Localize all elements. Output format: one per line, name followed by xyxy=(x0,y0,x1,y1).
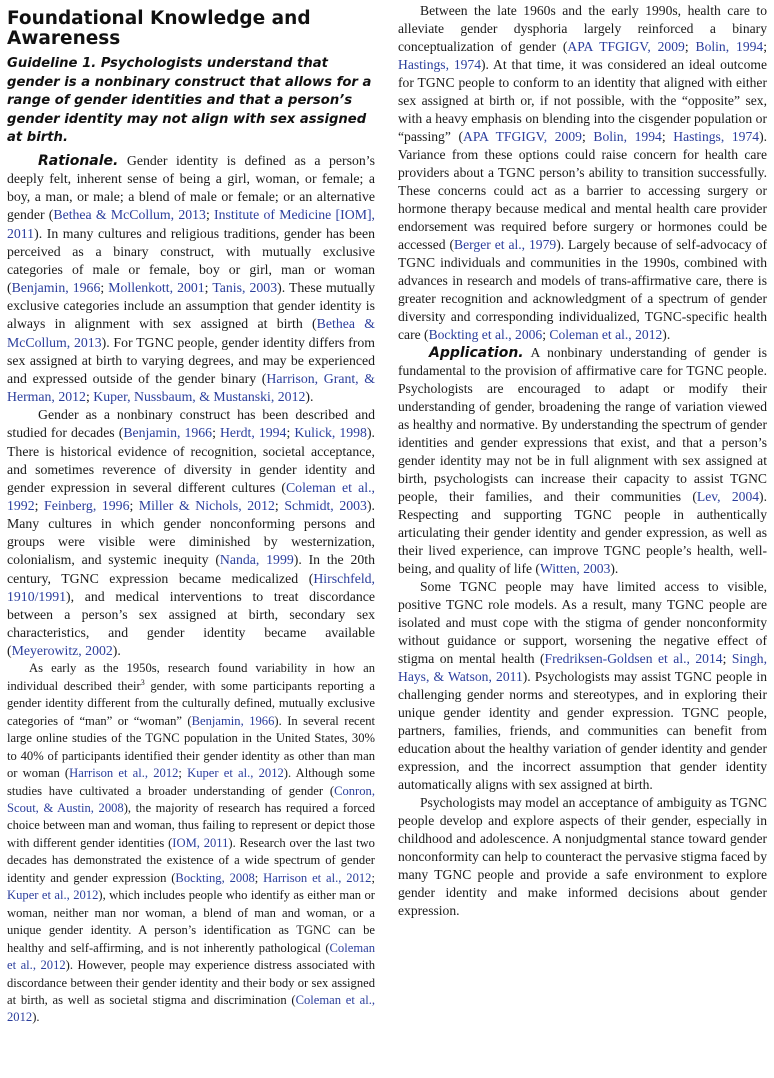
body-text: ; xyxy=(542,327,550,342)
body-text: ; xyxy=(763,39,767,54)
citation-link[interactable]: Coleman et al., 2012 xyxy=(7,992,375,1025)
body-text: ). There is historical evidence of recognition, societal acceptance, and sometimes reverence of diversity in gender identity and gender expression in several different cultures ( xyxy=(7,425,375,495)
body-text: A nonbinary understanding of gender is fundamental to the provision of affirmative care for TGNC people. Psychologists are encouraged to adapt or modify their understanding of gender, broadening the range of variation viewed as healthy and normative. By understanding the spectrum of gender identities and gender expressions that exist, and that a person’s gender identity may not be in full alignment with sex assigned at birth, psychologists can increase their capacity to assist TGNC people, their families, and their communities ( xyxy=(398,345,767,504)
body-text: ; xyxy=(129,497,139,513)
body-text: ; xyxy=(204,280,213,296)
application-heading: Application. xyxy=(429,345,524,361)
body-text: ). However, people may experience distress associated with discordance between their gender identity and their body or sex assigned at birth, as well as societal stigma and discrimination ( xyxy=(7,958,376,1007)
citation-link[interactable]: Hastings, 1974 xyxy=(398,57,482,72)
citation-link[interactable]: Bethea & McCollum, 2013 xyxy=(53,207,206,223)
citation-link[interactable]: Fredriksen-Goldsen et al., 2014 xyxy=(544,651,723,666)
rationale-heading: Rationale. xyxy=(38,153,119,169)
application-paragraph xyxy=(398,344,767,578)
body-text: ; xyxy=(684,39,696,54)
citation-link[interactable]: Witten, 2003 xyxy=(539,561,611,576)
citation-link[interactable]: Miller & Nichols, 2012 xyxy=(138,497,275,513)
body-text: ). In the 20th century, TGNC expression became medicalized ( xyxy=(7,552,375,586)
body-text: ). Research over the last two decades has demonstrated the existence of a wide spectrum of gender identity and gender expression ( xyxy=(7,835,375,885)
research-paragraph xyxy=(7,660,375,1027)
body-text: ). xyxy=(32,1010,40,1025)
citation-link[interactable]: Kuper et al., 2012 xyxy=(187,766,284,781)
guideline-statement: Guideline 1. Psychologists understand that gender is a nonbinary construct that allows for a range of gender identities and that a person’s gender identity may not align with sex assigned at birth. xyxy=(7,56,372,145)
body-text: Gender identity is defined as a person’s deeply felt, inherent sense of being a girl, woman, or female; a boy, a man, or male; a blend of male or female; or an alternative gender ( xyxy=(7,153,375,223)
citation-link[interactable]: Tanis, 2003 xyxy=(212,280,278,296)
body-text: ; xyxy=(100,280,109,296)
citation-link[interactable]: Nanda, 1999 xyxy=(219,552,294,568)
rationale-paragraph xyxy=(7,152,375,406)
citation-link[interactable]: IOM, 2011 xyxy=(172,835,229,850)
body-text: ; xyxy=(178,766,188,781)
citation-link[interactable]: Kuper et al., 2012 xyxy=(7,888,99,903)
right-column xyxy=(398,2,767,920)
citation-link[interactable]: Benjamin, 1966 xyxy=(123,425,213,441)
citation-link[interactable]: Hastings, 1974 xyxy=(673,129,760,144)
citation-link[interactable]: Berger et al., 1979 xyxy=(454,237,557,252)
body-text: ; xyxy=(85,389,94,405)
citation-link[interactable]: Institute of Medicine [IOM], 2011 xyxy=(7,207,376,241)
body-text: ; xyxy=(205,207,215,223)
body-text: ). For TGNC people, gender identity differs from sex assigned at birth to varying degrees, and may be experienced and expressed outside of the gender binary ( xyxy=(7,334,376,386)
citation-link[interactable]: Bolin, 1994 xyxy=(593,129,662,144)
body-text: ). Respecting and supporting TGNC people in authentically articulating their gender identity and gender expression, as well as their lived experience, can improve TGNC people’s health, well-being, and quality of life ( xyxy=(398,489,767,576)
body-text: ). Variance from these options could raise concern for health care providers about a TGNC person’s ability to transition successfully. These concerns could act as a barrier to accessing surgery or hormone therapy because medical and mental health care provider endorsement was required before surgery or hormones could be accessed ( xyxy=(398,129,767,252)
ambiguity-paragraph xyxy=(398,794,767,920)
body-text: ; xyxy=(286,425,295,441)
citation-link[interactable]: APA TFGIGV, 2009 xyxy=(567,39,685,54)
body-text: ). In several recent large online studies of the TGNC population in the United States, 30% to 40% of participants identified their gender identity as other than man or woman ( xyxy=(7,713,376,781)
body-text: Between the late 1960s and the early 1990s, health care to alleviate gender dysphoria largely reinforced a binary conceptualization of gender ( xyxy=(398,3,767,54)
section-title: Foundational Knowledge and Awareness xyxy=(7,8,311,49)
body-text: ). Psychologists may assist TGNC people in challenging gender norms and stereotypes, and in exploring their unique gender identity and gender expression. TGNC people, partners, families, friends, and communities can benefit from education about the healthy variation of gender identity and gender expression, and the incorrect assumption that gender identity automatically aligns with sex assigned at birth. xyxy=(398,669,767,792)
citation-link[interactable]: Feinberg, 1996 xyxy=(44,497,130,513)
citation-link[interactable]: APA TFGIGV, 2009 xyxy=(463,129,582,144)
body-text: ), and medical interventions to treat discordance between a person’s sex assigned at birth, secondary sex characteristics, and gender identity became available ( xyxy=(7,588,375,659)
citation-link[interactable]: Harrison et al., 2012 xyxy=(263,870,372,885)
citation-link[interactable]: Benjamin, 1966 xyxy=(11,280,101,296)
citation-link[interactable]: Kuper, Nussbaum, & Mustanski, 2012 xyxy=(93,389,306,405)
citation-link[interactable]: Hirschfeld, 1910/1991 xyxy=(7,570,375,604)
citation-link[interactable]: Benjamin, 1966 xyxy=(191,713,275,728)
body-text: ). xyxy=(112,643,121,659)
citation-link[interactable]: Coleman et al., 1992 xyxy=(7,479,375,513)
citation-link[interactable]: Herdt, 1994 xyxy=(219,425,287,441)
citation-link[interactable]: Conron, Scout, & Austin, 2008 xyxy=(7,783,375,815)
body-text: ). In many cultures and religious traditions, gender has been perceived as a binary construct, with mutually exclusive categories of male or female, boy or girl, man or woman ( xyxy=(7,225,375,296)
body-text: ). At that time, it was considered an ideal outcome for TGNC people to conform to an identity that aligned with either sex assigned at birth or, if not possible, with the “opposite” sex, with a heavy emphasis on blending into the cisgender population or “passing” ( xyxy=(398,57,767,144)
citation-link[interactable]: Coleman et al., 2012 xyxy=(549,327,663,342)
body-text: ; xyxy=(212,425,220,441)
citation-link[interactable]: Bolin, 1994 xyxy=(695,39,764,54)
citation-link[interactable]: Bethea & McCollum, 2013 xyxy=(7,316,375,350)
citation-link[interactable]: Mollenkott, 2001 xyxy=(108,280,205,296)
citation-link[interactable]: Singh, Hays, & Watson, 2011 xyxy=(398,651,767,684)
healthcare-paragraph xyxy=(398,2,767,344)
body-text: ). Largely because of self-advocacy of TGNC individuals and communities in the 1990s, combined with advances in research and models of trans-affirmative care, there is greater recognition and acknowledgment of a spectrum of gender diversity and corresponding individualized, TGNC-specific health care ( xyxy=(398,237,767,342)
citation-link[interactable]: Meyerowitz, 2002 xyxy=(11,643,113,659)
body-text: ; xyxy=(581,129,594,144)
body-text: ; xyxy=(722,651,732,666)
body-text: Psychologists may model an acceptance of ambiguity as TGNC people develop and explore aspects of their gender, especially in childhood and adolescence. A nonjudgmental stance toward gender nonconformity can help to counteract the pervasive stigma faced by many TGNC people and provide a safe environment to explore gender identity and make informed decisions about gender expression. xyxy=(398,795,767,918)
body-text: ). xyxy=(305,389,314,405)
body-text: ; xyxy=(34,497,45,513)
citation-link[interactable]: Coleman et al., 2012 xyxy=(7,940,375,973)
history-paragraph xyxy=(7,406,375,660)
body-text: ). xyxy=(610,561,619,576)
citation-link[interactable]: Bockting, 2008 xyxy=(175,870,255,885)
citation-link[interactable]: Harrison, Grant, & Herman, 2012 xyxy=(7,370,376,405)
body-text: Some TGNC people may have limited access to visible, positive TGNC role models. As a result, many TGNC people are isolated and must cope with the stigma of gender nonconformity without guidance or support, worsening the negative effect of stigma on mental health ( xyxy=(398,579,767,666)
citation-link[interactable]: Bockting et al., 2006 xyxy=(428,327,543,342)
body-text: ). These mutually exclusive categories include an assumption that gender identity is always in alignment with sex assigned at birth ( xyxy=(7,280,376,332)
body-text: ). xyxy=(662,327,671,342)
role-models-paragraph xyxy=(398,578,767,794)
body-text: ). Many cultures in which gender nonconforming persons and groups were visible were diminished by westernization, colonialism, and systemic inequity ( xyxy=(7,497,375,568)
body-text: ), which includes people who identify as either man or woman, neither man nor woman, a blend of man and woman, or a unique gender identity. A person’s identification as TGNC can be healthy and self-affirming, and is not inherently pathological ( xyxy=(7,888,375,955)
body-text: ), the majority of research has required a forced choice between man and woman, thus failing to represent or depict those with different gender identities ( xyxy=(7,801,375,850)
body-text: As early as the 1950s, research found variability in how an individual described their xyxy=(7,661,375,693)
body-text: gender, with some participants reporting a gender identity different from the culturally defined, mutually exclusive categories of “man” or “woman” ( xyxy=(7,678,375,728)
body-text: Gender as a nonbinary construct has been described and studied for decades ( xyxy=(7,407,375,441)
footnote-marker[interactable]: 3 xyxy=(140,677,145,687)
citation-link[interactable]: Kulick, 1998 xyxy=(294,425,367,441)
citation-link[interactable]: Harrison et al., 2012 xyxy=(69,766,179,781)
body-text: ; xyxy=(254,870,264,885)
body-text: ; xyxy=(371,870,375,885)
citation-link[interactable]: Lev, 2004 xyxy=(696,489,760,504)
body-text: ; xyxy=(274,497,285,513)
citation-link[interactable]: Schmidt, 2003 xyxy=(284,497,367,513)
body-text: ; xyxy=(661,129,674,144)
body-text: ). Although some studies have cultivated a broader understanding of gender ( xyxy=(7,766,375,798)
left-column xyxy=(7,152,375,1027)
